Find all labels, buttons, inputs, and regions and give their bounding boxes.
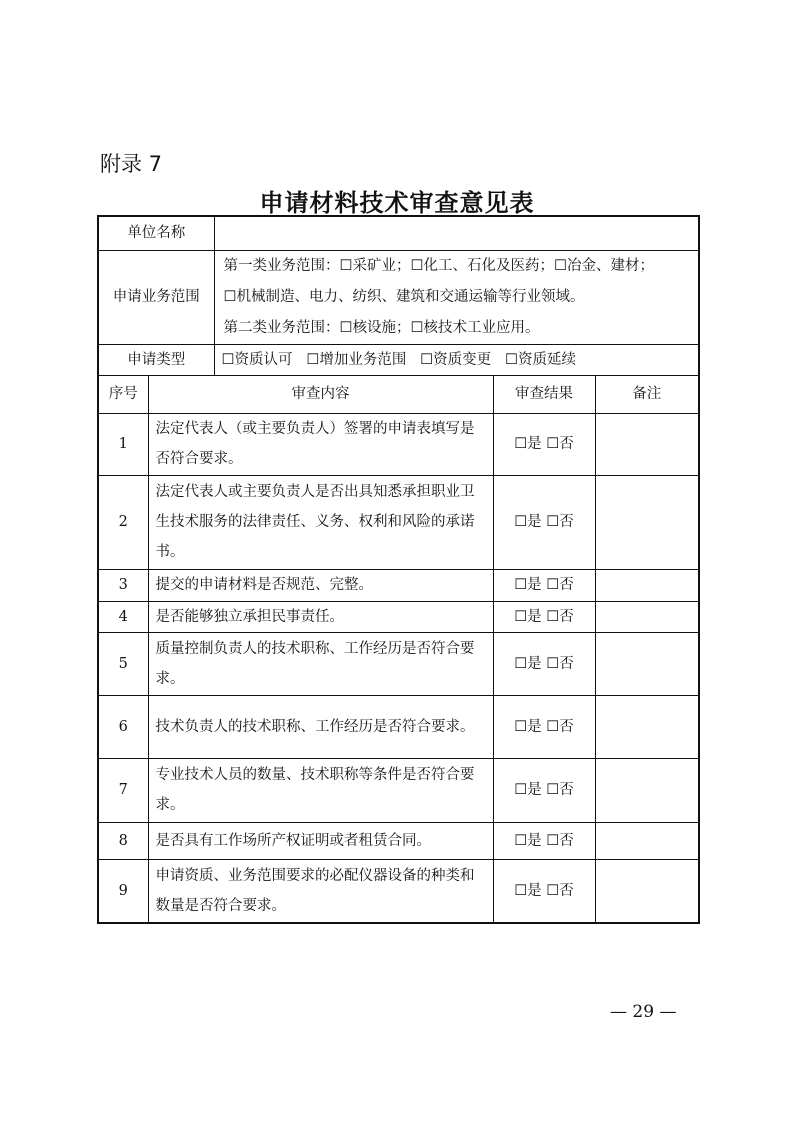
row-note[interactable] [595, 569, 699, 601]
table-row [98, 475, 699, 569]
unit-name-row [98, 216, 699, 250]
yes-no-checkboxes[interactable]: ☐是 ☐否 [493, 475, 595, 569]
row-number: 3 [98, 569, 148, 601]
table-row [98, 569, 699, 601]
row-content: 法定代表人或主要负责人是否出具知悉承担职业卫生技术服务的法律责任、义务、权利和风险的承诺书。 [148, 475, 493, 569]
row-content: 质量控制负责人的技术职称、工作经历是否符合要求。 [148, 632, 493, 695]
row-note[interactable] [595, 413, 699, 475]
appendix-label: 附录 7 [100, 152, 163, 176]
header-note: 备注 [595, 375, 699, 413]
business-scope-line: 第一类业务范围：☐采矿业；☐化工、石化及医药；☐冶金、建材； [223, 257, 654, 274]
table-row [98, 632, 699, 695]
apply-type-row [98, 344, 699, 375]
header-content: 审查内容 [148, 375, 493, 413]
row-content: 提交的申请材料是否规范、完整。 [148, 569, 493, 601]
table-row [98, 601, 699, 632]
table-row [98, 822, 699, 859]
business-scope-row [98, 250, 699, 344]
row-note[interactable] [595, 758, 699, 822]
row-note[interactable] [595, 859, 699, 923]
row-content: 是否具有工作场所产权证明或者租赁合同。 [148, 822, 493, 859]
yes-no-checkboxes[interactable]: ☐是 ☐否 [493, 569, 595, 601]
row-number: 9 [98, 859, 148, 923]
row-content: 专业技术人员的数量、技术职称等条件是否符合要求。 [148, 758, 493, 822]
apply-type-label: 申请类型 [98, 344, 214, 375]
row-content: 是否能够独立承担民事责任。 [148, 601, 493, 632]
row-note[interactable] [595, 601, 699, 632]
business-scope-line: 第二类业务范围：☐核设施；☐核技术工业应用。 [223, 319, 540, 336]
yes-no-checkboxes[interactable]: ☐是 ☐否 [493, 822, 595, 859]
row-content: 申请资质、业务范围要求的必配仪器设备的种类和数量是否符合要求。 [148, 859, 493, 923]
row-number: 6 [98, 695, 148, 758]
row-number: 2 [98, 475, 148, 569]
table-row [98, 695, 699, 758]
yes-no-checkboxes[interactable]: ☐是 ☐否 [493, 695, 595, 758]
table-row [98, 859, 699, 923]
row-note[interactable] [595, 475, 699, 569]
yes-no-checkboxes[interactable]: ☐是 ☐否 [493, 859, 595, 923]
row-number: 4 [98, 601, 148, 632]
review-table [97, 215, 700, 924]
table-row [98, 413, 699, 475]
row-note[interactable] [595, 695, 699, 758]
business-scope-line: ☐机械制造、电力、纺织、建筑和交通运输等行业领域。 [223, 288, 585, 305]
yes-no-checkboxes[interactable]: ☐是 ☐否 [493, 601, 595, 632]
yes-no-checkboxes[interactable]: ☐是 ☐否 [493, 632, 595, 695]
apply-type-options[interactable]: ☐资质认可 ☐增加业务范围 ☐资质变更 ☐资质延续 [214, 344, 699, 375]
unit-name-value[interactable] [214, 216, 699, 250]
row-content: 技术负责人的技术职称、工作经历是否符合要求。 [148, 695, 493, 758]
row-content: 法定代表人（或主要负责人）签署的申请表填写是否符合要求。 [148, 413, 493, 475]
business-scope-options[interactable] [214, 250, 699, 344]
header-result: 审查结果 [493, 375, 595, 413]
unit-name-label: 单位名称 [98, 216, 214, 250]
row-number: 7 [98, 758, 148, 822]
row-number: 8 [98, 822, 148, 859]
page-title: 申请材料技术审查意见表 [259, 189, 535, 217]
row-number: 5 [98, 632, 148, 695]
review-form [97, 215, 698, 924]
table-row [98, 758, 699, 822]
business-scope-label: 申请业务范围 [98, 250, 214, 344]
header-row [98, 375, 699, 413]
header-no: 序号 [98, 375, 148, 413]
page-number: — 29 — [610, 1002, 677, 1022]
row-note[interactable] [595, 632, 699, 695]
yes-no-checkboxes[interactable]: ☐是 ☐否 [493, 413, 595, 475]
row-note[interactable] [595, 822, 699, 859]
row-number: 1 [98, 413, 148, 475]
yes-no-checkboxes[interactable]: ☐是 ☐否 [493, 758, 595, 822]
